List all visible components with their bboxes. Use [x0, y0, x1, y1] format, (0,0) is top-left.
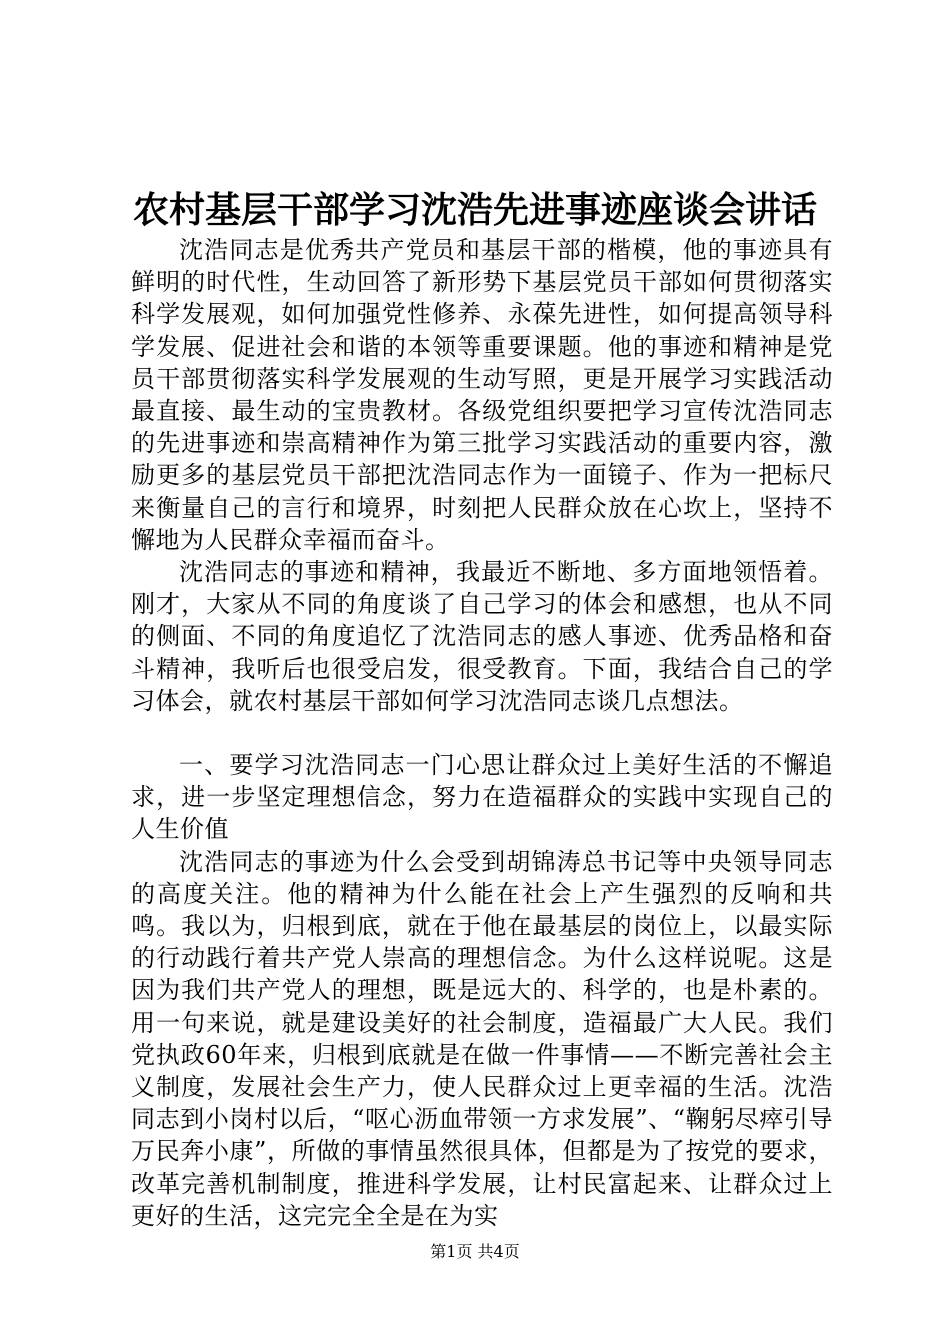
document-title: 农村基层干部学习沈浩先进事迹座谈会讲话: [132, 189, 817, 231]
page-footer: 第1页 共4页: [430, 1242, 520, 1261]
paragraph-intro: 沈浩同志是优秀共产党员和基层干部的楷模，他的事迹具有鲜明的时代性，生动回答了新形势下基层党员干部如何贯彻落实科学发展观，如何加强党性修养、永葆先进性，如何提高领导科学发展、促进社会和谐的本领等重要课题。他的事迹和精神是党员干部贯彻落实科学发展观的生动写照，更是开展学习实践活动最直接、最生动的宝贵教材。各级党组织要把学习宣传沈浩同志的先进事迹和崇高精神作为第三批学习实践活动的重要内容，激励更多的基层党员干部把沈浩同志作为一面镜子、作为一把标尺来衡量自己的言行和境界，时刻把人民群众放在心坎上，坚持不懈地为人民群众幸福而奋斗。: [131, 236, 833, 554]
document-body: [131, 234, 833, 1232]
paragraph-section-1-body: 沈浩同志的事迹为什么会受到胡锦涛总书记等中央领导同志的高度关注。他的精神为什么能在社会上产生强烈的反响和共鸣。我以为，归根到底，就在于他在最基层的岗位上，以最实际的行动践行着共产党人崇高的理想信念。为什么这样说呢。这是因为我们共产党人的理想，既是远大的、科学的，也是朴素的。用一句来说，就是建设美好的社会制度，造福最广大人民。我们党执政60年来，归根到底就是在做一件事情——不断完善社会主义制度，发展社会生产力，使人民群众过上更幸福的生活。沈浩同志到小岗村以后，“呕心沥血带领一方求发展”、“鞠躬尽瘁引导万民奔小康”，所做的事情虽然很具体，但都是为了按党的要求，改革完善机制制度，推进科学发展，让村民富起来、让群众过上更好的生活，这完完全全是在为实: [131, 847, 833, 1230]
section-heading-1: 一、要学习沈浩同志一门心思让群众过上美好生活的不懈追求，进一步坚定理想信念，努力在造福群众的实践中实现自己的人生价值: [131, 751, 833, 844]
paragraph-spacer: [131, 717, 833, 749]
paragraph-reflection: 沈浩同志的事迹和精神，我最近不断地、多方面地领悟着。刚才，大家从不同的角度谈了自己学习的体会和感想，也从不同的侧面、不同的角度追忆了沈浩同志的感人事迹、优秀品格和奋斗精神，我听后也很受启发，很受教育。下面，我结合自己的学习体会，就农村基层干部如何学习沈浩同志谈几点想法。: [131, 558, 833, 715]
